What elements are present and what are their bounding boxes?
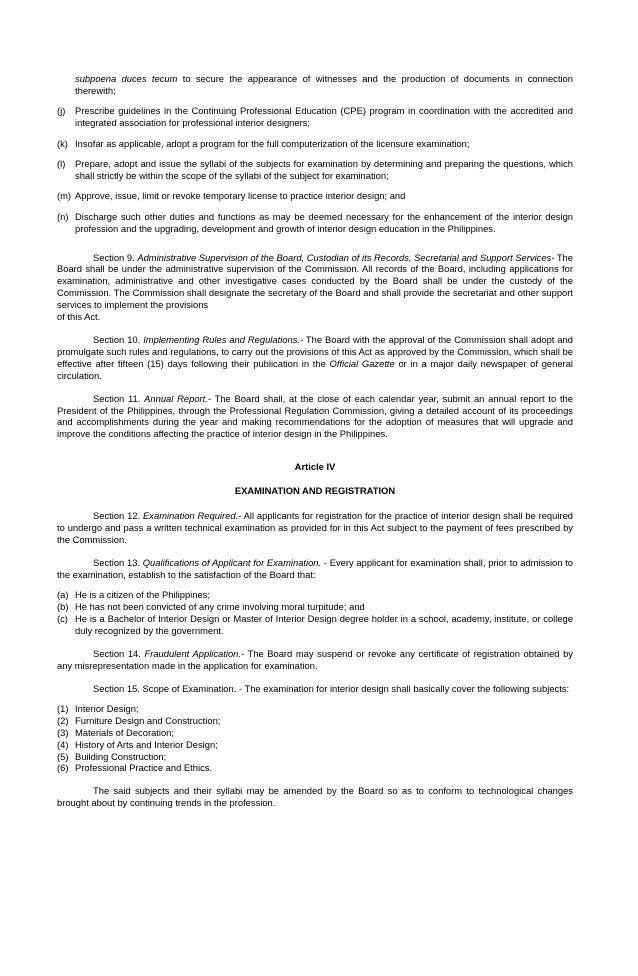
item-marker: (2): [57, 714, 69, 726]
list-item: [57, 751, 573, 763]
list-item: [57, 727, 573, 739]
list-item: [57, 739, 573, 751]
section-title: Fraudulent Application.-: [144, 647, 245, 659]
section-9: [57, 252, 573, 312]
item-text: Interior Design;: [75, 702, 139, 714]
section-title: Qualifications of Applicant for Examination.: [142, 556, 322, 568]
section-number: Section 13.: [93, 556, 143, 568]
item-text: He is a Bachelor of Interior Design or Master of Interior Design degree holder in a school, academy, institute, or college duly recognized by the government.: [75, 612, 573, 636]
list-item-k: [57, 138, 573, 150]
list-item: [57, 703, 573, 715]
section-9-tail: of this Act.: [57, 311, 101, 323]
gazette-title: Official Gazette: [329, 357, 395, 369]
item-marker: (4): [57, 738, 69, 750]
list-item-j: [57, 105, 573, 129]
section-number: Section 11.: [93, 392, 145, 404]
item-text: Materials of Decoration;: [75, 726, 175, 738]
item-marker: (5): [57, 750, 69, 762]
item-marker: (c): [57, 612, 68, 624]
list-item-m: [57, 190, 573, 202]
list-item: [57, 715, 573, 727]
section-title: Administrative Supervision of the Board, Custodian of its Records, Secretarial and Support Services-: [137, 251, 555, 263]
section-tail: or in a major daily newspaper of general circulation.: [57, 357, 573, 381]
item-marker: (k): [57, 137, 68, 149]
italic-term: subpoena duces tecum: [75, 73, 178, 84]
item-text-tail: connection therewith;: [75, 73, 573, 96]
item-marker: (j): [57, 105, 66, 117]
item-text: Professional Practice and Ethics.: [75, 762, 213, 774]
section-15-closing: The said subjects and their syllabi may be amended by the Board so as to conform to technological changes brought about by continuing trends in the profession.: [57, 785, 573, 809]
section-15: Section 15. Scope of Examination. - The examination for interior design shall basically cover the following subjects:: [93, 682, 570, 694]
item-marker: (a): [57, 589, 69, 601]
section-body: The Board may suspend or revoke any certificate of registration obtained by any misrepresentation made in the application for examination.: [57, 647, 573, 671]
item-text: He is a citizen of the Philippines;: [75, 589, 210, 601]
item-text: [75, 73, 573, 96]
section-number: Section 10.: [93, 334, 144, 345]
item-text: Prepare, adopt and issue the syllabi of the subjects for examination by determining and preparing the questions, which shall strictly be within the scope of the syllabi of the subject for examination;: [75, 158, 573, 181]
section-title: Examination Required.-: [143, 510, 242, 522]
section-number: Section 12.: [93, 510, 144, 522]
section-number: Section 9.: [93, 251, 138, 263]
document-page: [57, 73, 573, 809]
item-marker: (n): [57, 210, 69, 222]
section-title: Implementing Rules and Regulations.-: [143, 334, 304, 345]
item-marker: (3): [57, 726, 69, 738]
item-text: Insofar as applicable, adopt a program for the full computerization of the licensure examination;: [75, 137, 470, 149]
item-marker: (6): [57, 762, 69, 774]
section-number: Section 14.: [93, 647, 145, 659]
section-body: - Every applicant for examination shall, prior to admission to the examination, establish to the satisfaction of the Board that:: [57, 556, 574, 580]
item-marker: (l): [57, 158, 66, 170]
section-13: [57, 557, 573, 581]
item-text: He has not been convicted of any crime involving moral turpitude; and: [75, 601, 365, 612]
section-12: [57, 510, 573, 546]
section-10: [57, 334, 573, 382]
section-14: [57, 648, 573, 672]
section-body: The Board with the approval of the Commission shall adopt and promulgate such rules and regulations, to carry out the provisions of this Act as approved by the Commission, which shall be effective after fifteen (15) days following their publication in the: [57, 334, 573, 369]
item-text: History of Arts and Interior Design;: [75, 738, 218, 750]
item-marker: (b): [57, 601, 69, 612]
list-item: [57, 589, 573, 601]
section-title: Annual Report.-: [144, 392, 211, 404]
item-text: Approve, issue, limit or revoke temporary license to practice interior design; and: [75, 190, 406, 202]
list-item-n: [57, 211, 573, 235]
item-text: Discharge such other duties and functions as may be deemed necessary for the enhancement of the interior design profession and the upgrading, development and growth of interior design education in the Philippines.: [75, 210, 573, 234]
item-text-rest: to secure the appearance of witnesses and the production of documents in: [177, 73, 523, 84]
item-marker: (m): [57, 190, 72, 202]
article-heading: EXAMINATION AND REGISTRATION: [234, 485, 396, 497]
item-text: Furniture Design and Construction;: [75, 714, 221, 726]
section-body: The Board shall, at the close of each calendar year, submit an annual report to the President of the Philippines, through the Professional Regulation Commission, giving a detailed account of its proceedings and accomplishments during the year and making recommendations for the adoption of measures that will upgrade and improve the conditions affecting the practice of interior design in the Philippines.: [57, 392, 573, 440]
section-body: The Board shall be under the administrative supervision of the Commission. All records of the Board, including applications for examination, administrative and other investigative cases conducted by the Board shall be under the custody of the Commission. The Commission shall designate the secretary of the Board and shall provide the secretariat and other support services to implement the provisions: [57, 251, 573, 311]
section-body: All applicants for registration for the practice of interior design shall be required to undergo and pass a written technical examination as provided for in this Act subject to the payment of fees prescribed by the Commission.: [57, 510, 573, 545]
item-text: Building Construction;: [75, 750, 167, 762]
list-item: [57, 601, 573, 613]
list-item-l: [57, 158, 573, 182]
list-item-subpoena: [57, 73, 573, 97]
item-marker: (1): [57, 702, 69, 714]
list-item: [57, 613, 573, 637]
item-text: Prescribe guidelines in the Continuing Professional Education (CPE) program in coordination with the accredited and integrated association for professional interior designers;: [75, 105, 573, 129]
list-item: [57, 762, 573, 774]
section-11: [57, 393, 573, 441]
article-label: Article IV: [294, 461, 336, 473]
